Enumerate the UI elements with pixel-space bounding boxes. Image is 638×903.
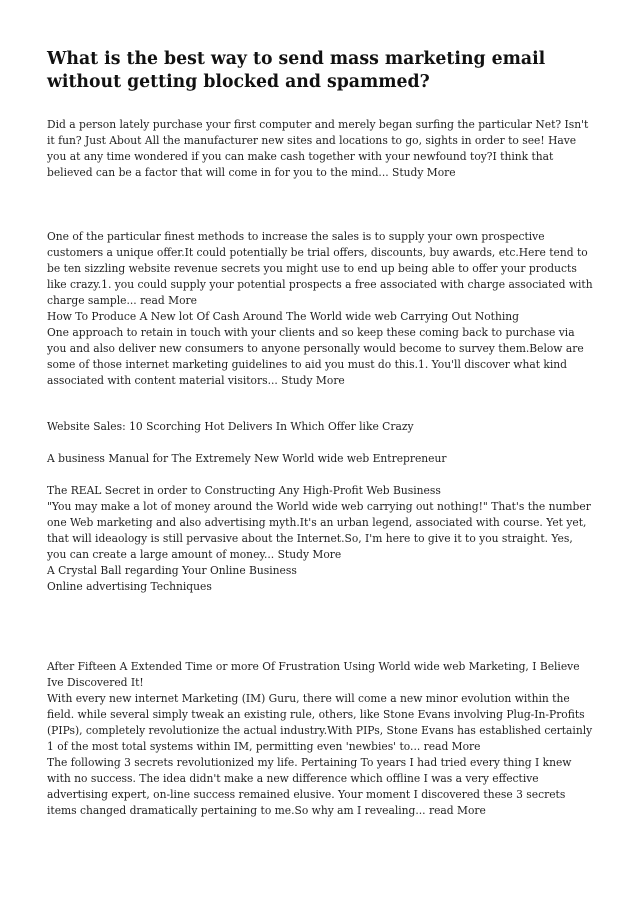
line-business-manual: A business Manual for The Extremely New World wide web Entrepreneur xyxy=(47,452,447,465)
paragraph-survey-clients: One approach to retain in touch with your clients and so keep these coming back to purchase via you and also deliver new consumers to anyone personally would become to survey them.Below are some of those internet marketing guidelines to aid you must do this.1. You'll discover what kind associated with content material visitors... Study More xyxy=(47,326,584,387)
paragraph-special-offer: One of the particular finest methods to increase the sales is to supply your own prospective customers a unique offer.It could potentially be trial offers, discounts, buy awards, etc.Here tend to be ten sizzling website revenue secrets you might use to end up being able to offer your products like crazy.1. you could supply your potential prospects a free associated with charge associated with charge sample... read More xyxy=(47,230,593,307)
paragraph-im-guru: With every new internet Marketing (IM) Guru, there will come a new minor evolution within the field. while several simply tweak an existing rule, others, like Stone Evans involving Plug-In-Profits (PIPs), completely revolutionize the actual industry.With PIPs, Stone Evans has established certainly 1 of the most total systems within IM, permitting even 'newbies' to... read More xyxy=(47,692,593,753)
paragraph-three-secrets: The following 3 secrets revolutionized my life. Pertaining To years I had tried every thing I knew with no success. The idea didn't make a new difference which offline I was a very effective advertising expert, on-line success remained elusive. Your moment I discovered these 3 secrets items changed dramatically pertaining to me.So why am I revealing... read More xyxy=(47,756,572,817)
line-how-to-produce: How To Produce A New lot Of Cash Around The World wide web Carrying Out Nothing xyxy=(47,310,519,323)
line-online-advertising: Online advertising Techniques xyxy=(47,580,212,593)
line-real-secret: The REAL Secret in order to Constructing Any High-Profit Web Business xyxy=(47,484,441,497)
line-crystal-ball: A Crystal Ball regarding Your Online Business xyxy=(47,564,297,577)
line-fifteen-years: After Fifteen A Extended Time or more Of Frustration Using World wide web Marketing, I Believe Ive Discovered It! xyxy=(47,660,580,689)
document-page xyxy=(47,48,595,819)
paragraph-intro: Did a person lately purchase your first computer and merely began surfing the particular Net? Isn't it fun? Just About All the manufacturer new sites and locations to go, sights in order to see! Have you at any time wondered if you can make cash together with your newfound toy?I think that believed can be a factor that will come in for you to the mind... Study More xyxy=(47,118,589,179)
line-website-sales: Website Sales: 10 Scorching Hot Delivers In Which Offer like Crazy xyxy=(47,420,414,433)
document-title: What is the best way to send mass marketing email without getting blocked and spammed? xyxy=(47,49,546,92)
paragraph-money-myth: "You may make a lot of money around the World wide web carrying out nothing!" That's the number one Web marketing and also advertising myth.It's an urban legend, associated with course. Yet yet, that will ideaology is still pervasive about the Internet.So, I'm here to give it to you straight. Yes, you can create a large amount of money... Study More xyxy=(47,500,591,561)
